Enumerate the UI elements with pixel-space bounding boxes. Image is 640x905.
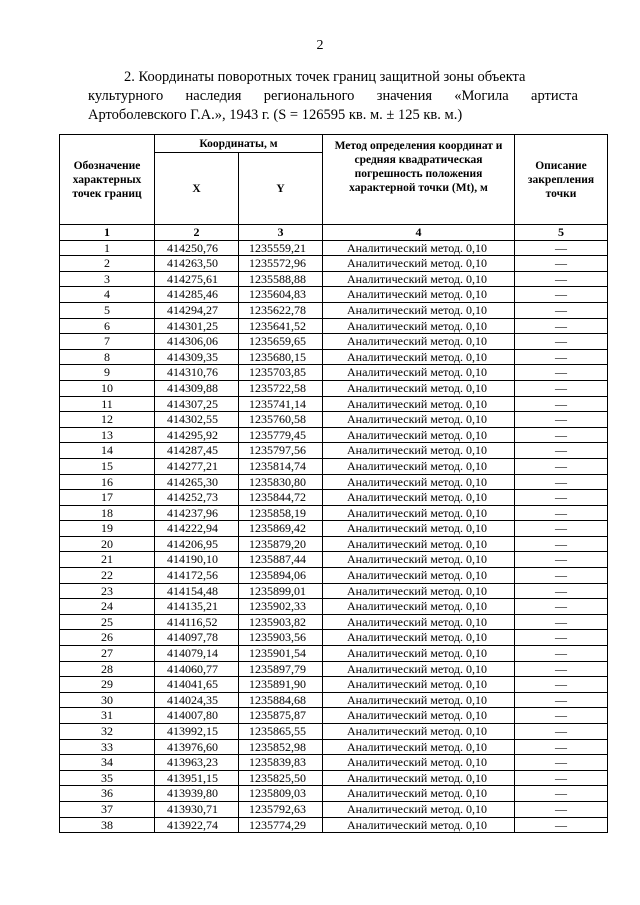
header-x: X	[155, 153, 239, 225]
method-cell: Аналитический метод. 0,10	[323, 739, 515, 755]
y-coordinate-cell: 1235899,01	[239, 583, 323, 599]
header-point: Обозначение характерных точек границ	[60, 135, 155, 225]
x-coordinate-cell: 414222,94	[155, 521, 239, 537]
table-body	[60, 240, 608, 833]
table-row	[60, 692, 608, 708]
x-coordinate-cell: 414154,48	[155, 583, 239, 599]
y-coordinate-cell: 1235830,80	[239, 474, 323, 490]
point-id-cell: 10	[60, 380, 155, 396]
description-cell: —	[515, 661, 608, 677]
point-id-cell: 27	[60, 646, 155, 662]
method-cell: Аналитический метод. 0,10	[323, 349, 515, 365]
column-number: 3	[239, 225, 323, 241]
table-row	[60, 521, 608, 537]
point-id-cell: 17	[60, 490, 155, 506]
method-cell: Аналитический метод. 0,10	[323, 490, 515, 506]
point-id-cell: 23	[60, 583, 155, 599]
x-coordinate-cell: 414307,25	[155, 396, 239, 412]
table-row	[60, 770, 608, 786]
description-cell: —	[515, 552, 608, 568]
point-id-cell: 31	[60, 708, 155, 724]
column-number: 5	[515, 225, 608, 241]
method-cell: Аналитический метод. 0,10	[323, 552, 515, 568]
description-cell: —	[515, 677, 608, 693]
x-coordinate-cell: 414060,77	[155, 661, 239, 677]
y-coordinate-cell: 1235604,83	[239, 287, 323, 303]
point-id-cell: 24	[60, 599, 155, 615]
point-id-cell: 20	[60, 536, 155, 552]
table-row	[60, 287, 608, 303]
point-id-cell: 36	[60, 786, 155, 802]
y-coordinate-cell: 1235779,45	[239, 427, 323, 443]
table-row	[60, 630, 608, 646]
method-cell: Аналитический метод. 0,10	[323, 661, 515, 677]
description-cell: —	[515, 521, 608, 537]
y-coordinate-cell: 1235887,44	[239, 552, 323, 568]
point-id-cell: 38	[60, 817, 155, 833]
description-cell: —	[515, 365, 608, 381]
coordinates-table	[59, 134, 608, 833]
y-coordinate-cell: 1235894,06	[239, 568, 323, 584]
x-coordinate-cell: 414310,76	[155, 365, 239, 381]
table-row	[60, 302, 608, 318]
table-row	[60, 458, 608, 474]
table-row	[60, 380, 608, 396]
description-cell: —	[515, 692, 608, 708]
method-cell: Аналитический метод. 0,10	[323, 521, 515, 537]
y-coordinate-cell: 1235792,63	[239, 801, 323, 817]
method-cell: Аналитический метод. 0,10	[323, 396, 515, 412]
description-cell: —	[515, 770, 608, 786]
description-cell: —	[515, 536, 608, 552]
table-row	[60, 568, 608, 584]
x-coordinate-cell: 414275,61	[155, 271, 239, 287]
point-id-cell: 21	[60, 552, 155, 568]
x-coordinate-cell: 414302,55	[155, 412, 239, 428]
description-cell: —	[515, 443, 608, 459]
point-id-cell: 35	[60, 770, 155, 786]
description-cell: —	[515, 630, 608, 646]
method-cell: Аналитический метод. 0,10	[323, 287, 515, 303]
table-row	[60, 427, 608, 443]
point-id-cell: 30	[60, 692, 155, 708]
y-coordinate-cell: 1235865,55	[239, 724, 323, 740]
table-row	[60, 365, 608, 381]
point-id-cell: 12	[60, 412, 155, 428]
table-row	[60, 505, 608, 521]
method-cell: Аналитический метод. 0,10	[323, 505, 515, 521]
method-cell: Аналитический метод. 0,10	[323, 334, 515, 350]
y-coordinate-cell: 1235875,87	[239, 708, 323, 724]
method-cell: Аналитический метод. 0,10	[323, 536, 515, 552]
description-cell: —	[515, 318, 608, 334]
description-cell: —	[515, 240, 608, 256]
y-coordinate-cell: 1235559,21	[239, 240, 323, 256]
method-cell: Аналитический метод. 0,10	[323, 380, 515, 396]
table-row	[60, 646, 608, 662]
section-heading	[88, 68, 578, 125]
method-cell: Аналитический метод. 0,10	[323, 427, 515, 443]
table-row	[60, 801, 608, 817]
x-coordinate-cell: 414306,06	[155, 334, 239, 350]
method-cell: Аналитический метод. 0,10	[323, 365, 515, 381]
method-cell: Аналитический метод. 0,10	[323, 770, 515, 786]
heading-line-1: 2. Координаты поворотных точек границ защитной зоны объекта	[124, 69, 526, 85]
point-id-cell: 26	[60, 630, 155, 646]
table-row	[60, 318, 608, 334]
y-coordinate-cell: 1235622,78	[239, 302, 323, 318]
method-cell: Аналитический метод. 0,10	[323, 568, 515, 584]
description-cell: —	[515, 801, 608, 817]
table-row	[60, 583, 608, 599]
x-coordinate-cell: 414295,92	[155, 427, 239, 443]
method-cell: Аналитический метод. 0,10	[323, 240, 515, 256]
x-coordinate-cell: 414294,27	[155, 302, 239, 318]
description-cell: —	[515, 817, 608, 833]
y-coordinate-cell: 1235760,58	[239, 412, 323, 428]
y-coordinate-cell: 1235680,15	[239, 349, 323, 365]
x-coordinate-cell: 414263,50	[155, 256, 239, 272]
y-coordinate-cell: 1235722,58	[239, 380, 323, 396]
point-id-cell: 34	[60, 755, 155, 771]
description-cell: —	[515, 334, 608, 350]
method-cell: Аналитический метод. 0,10	[323, 318, 515, 334]
page-number: 2	[316, 38, 324, 53]
y-coordinate-cell: 1235903,82	[239, 614, 323, 630]
description-cell: —	[515, 786, 608, 802]
table-row	[60, 271, 608, 287]
y-coordinate-cell: 1235891,90	[239, 677, 323, 693]
method-cell: Аналитический метод. 0,10	[323, 708, 515, 724]
table-row	[60, 724, 608, 740]
x-coordinate-cell: 414309,88	[155, 380, 239, 396]
method-cell: Аналитический метод. 0,10	[323, 646, 515, 662]
description-cell: —	[515, 739, 608, 755]
method-cell: Аналитический метод. 0,10	[323, 786, 515, 802]
description-cell: —	[515, 646, 608, 662]
y-coordinate-cell: 1235884,68	[239, 692, 323, 708]
table-row	[60, 614, 608, 630]
description-cell: —	[515, 427, 608, 443]
header-coords: Координаты, м	[155, 135, 323, 153]
x-coordinate-cell: 414250,76	[155, 240, 239, 256]
y-coordinate-cell: 1235825,50	[239, 770, 323, 786]
point-id-cell: 2	[60, 256, 155, 272]
description-cell: —	[515, 755, 608, 771]
y-coordinate-cell: 1235869,42	[239, 521, 323, 537]
point-id-cell: 1	[60, 240, 155, 256]
table-row	[60, 817, 608, 833]
heading-line-2: культурного наследия регионального значения «Могила артиста	[88, 88, 578, 104]
y-coordinate-cell: 1235774,29	[239, 817, 323, 833]
point-id-cell: 15	[60, 458, 155, 474]
point-id-cell: 13	[60, 427, 155, 443]
table-row	[60, 490, 608, 506]
method-cell: Аналитический метод. 0,10	[323, 302, 515, 318]
point-id-cell: 37	[60, 801, 155, 817]
method-cell: Аналитический метод. 0,10	[323, 755, 515, 771]
description-cell: —	[515, 256, 608, 272]
x-coordinate-cell: 414206,95	[155, 536, 239, 552]
y-coordinate-cell: 1235703,85	[239, 365, 323, 381]
table-row	[60, 349, 608, 365]
method-cell: Аналитический метод. 0,10	[323, 801, 515, 817]
table-row	[60, 755, 608, 771]
point-id-cell: 16	[60, 474, 155, 490]
x-coordinate-cell: 413922,74	[155, 817, 239, 833]
table-row	[60, 786, 608, 802]
description-cell: —	[515, 724, 608, 740]
y-coordinate-cell: 1235809,03	[239, 786, 323, 802]
description-cell: —	[515, 583, 608, 599]
description-cell: —	[515, 271, 608, 287]
x-coordinate-cell: 413976,60	[155, 739, 239, 755]
method-cell: Аналитический метод. 0,10	[323, 474, 515, 490]
table-row	[60, 708, 608, 724]
description-cell: —	[515, 490, 608, 506]
point-id-cell: 8	[60, 349, 155, 365]
header-description: Описание закрепления точки	[515, 135, 608, 225]
x-coordinate-cell: 414116,52	[155, 614, 239, 630]
y-coordinate-cell: 1235897,79	[239, 661, 323, 677]
y-coordinate-cell: 1235852,98	[239, 739, 323, 755]
description-cell: —	[515, 474, 608, 490]
x-coordinate-cell: 414309,35	[155, 349, 239, 365]
table-row	[60, 443, 608, 459]
point-id-cell: 29	[60, 677, 155, 693]
y-coordinate-cell: 1235901,54	[239, 646, 323, 662]
description-cell: —	[515, 599, 608, 615]
y-coordinate-cell: 1235741,14	[239, 396, 323, 412]
table-row	[60, 536, 608, 552]
point-id-cell: 4	[60, 287, 155, 303]
description-cell: —	[515, 458, 608, 474]
x-coordinate-cell: 414252,73	[155, 490, 239, 506]
x-coordinate-cell: 414285,46	[155, 287, 239, 303]
x-coordinate-cell: 413939,80	[155, 786, 239, 802]
y-coordinate-cell: 1235659,65	[239, 334, 323, 350]
method-cell: Аналитический метод. 0,10	[323, 724, 515, 740]
y-coordinate-cell: 1235641,52	[239, 318, 323, 334]
x-coordinate-cell: 413963,23	[155, 755, 239, 771]
point-id-cell: 22	[60, 568, 155, 584]
point-id-cell: 32	[60, 724, 155, 740]
x-coordinate-cell: 414287,45	[155, 443, 239, 459]
x-coordinate-cell: 413992,15	[155, 724, 239, 740]
y-coordinate-cell: 1235588,88	[239, 271, 323, 287]
description-cell: —	[515, 349, 608, 365]
method-cell: Аналитический метод. 0,10	[323, 677, 515, 693]
x-coordinate-cell: 414097,78	[155, 630, 239, 646]
method-cell: Аналитический метод. 0,10	[323, 443, 515, 459]
x-coordinate-cell: 414277,21	[155, 458, 239, 474]
x-coordinate-cell: 413951,15	[155, 770, 239, 786]
point-id-cell: 18	[60, 505, 155, 521]
table-row	[60, 599, 608, 615]
description-cell: —	[515, 302, 608, 318]
header-method: Метод определения координат и средняя квадратическая погрешность положения характерной точки (Mt), м	[323, 135, 515, 225]
method-cell: Аналитический метод. 0,10	[323, 458, 515, 474]
description-cell: —	[515, 380, 608, 396]
table-row	[60, 334, 608, 350]
column-number-row	[60, 225, 608, 241]
point-id-cell: 5	[60, 302, 155, 318]
x-coordinate-cell: 414024,35	[155, 692, 239, 708]
method-cell: Аналитический метод. 0,10	[323, 817, 515, 833]
x-coordinate-cell: 414172,56	[155, 568, 239, 584]
method-cell: Аналитический метод. 0,10	[323, 256, 515, 272]
y-coordinate-cell: 1235797,56	[239, 443, 323, 459]
column-number: 2	[155, 225, 239, 241]
table-row	[60, 412, 608, 428]
description-cell: —	[515, 505, 608, 521]
table-row	[60, 256, 608, 272]
table-row	[60, 661, 608, 677]
point-id-cell: 7	[60, 334, 155, 350]
point-id-cell: 28	[60, 661, 155, 677]
description-cell: —	[515, 614, 608, 630]
heading-line-3: Артоболевского Г.А.», 1943 г. (S = 126595 кв. м. ± 125 кв. м.)	[88, 107, 463, 123]
x-coordinate-cell: 413930,71	[155, 801, 239, 817]
description-cell: —	[515, 287, 608, 303]
method-cell: Аналитический метод. 0,10	[323, 630, 515, 646]
x-coordinate-cell: 414265,30	[155, 474, 239, 490]
y-coordinate-cell: 1235903,56	[239, 630, 323, 646]
point-id-cell: 19	[60, 521, 155, 537]
y-coordinate-cell: 1235902,33	[239, 599, 323, 615]
y-coordinate-cell: 1235858,19	[239, 505, 323, 521]
table-row	[60, 739, 608, 755]
method-cell: Аналитический метод. 0,10	[323, 614, 515, 630]
point-id-cell: 33	[60, 739, 155, 755]
table-row	[60, 552, 608, 568]
point-id-cell: 14	[60, 443, 155, 459]
y-coordinate-cell: 1235814,74	[239, 458, 323, 474]
table-row	[60, 240, 608, 256]
point-id-cell: 9	[60, 365, 155, 381]
x-coordinate-cell: 414135,21	[155, 599, 239, 615]
table-row	[60, 474, 608, 490]
method-cell: Аналитический метод. 0,10	[323, 271, 515, 287]
method-cell: Аналитический метод. 0,10	[323, 583, 515, 599]
table-row	[60, 396, 608, 412]
table-row	[60, 677, 608, 693]
x-coordinate-cell: 414237,96	[155, 505, 239, 521]
y-coordinate-cell: 1235844,72	[239, 490, 323, 506]
x-coordinate-cell: 414301,25	[155, 318, 239, 334]
method-cell: Аналитический метод. 0,10	[323, 692, 515, 708]
y-coordinate-cell: 1235572,96	[239, 256, 323, 272]
column-number: 1	[60, 225, 155, 241]
header-y: Y	[239, 153, 323, 225]
method-cell: Аналитический метод. 0,10	[323, 599, 515, 615]
x-coordinate-cell: 414079,14	[155, 646, 239, 662]
x-coordinate-cell: 414007,80	[155, 708, 239, 724]
description-cell: —	[515, 396, 608, 412]
y-coordinate-cell: 1235839,83	[239, 755, 323, 771]
point-id-cell: 11	[60, 396, 155, 412]
column-number: 4	[323, 225, 515, 241]
description-cell: —	[515, 568, 608, 584]
description-cell: —	[515, 708, 608, 724]
x-coordinate-cell: 414041,65	[155, 677, 239, 693]
y-coordinate-cell: 1235879,20	[239, 536, 323, 552]
point-id-cell: 25	[60, 614, 155, 630]
description-cell: —	[515, 412, 608, 428]
point-id-cell: 6	[60, 318, 155, 334]
x-coordinate-cell: 414190,10	[155, 552, 239, 568]
point-id-cell: 3	[60, 271, 155, 287]
method-cell: Аналитический метод. 0,10	[323, 412, 515, 428]
